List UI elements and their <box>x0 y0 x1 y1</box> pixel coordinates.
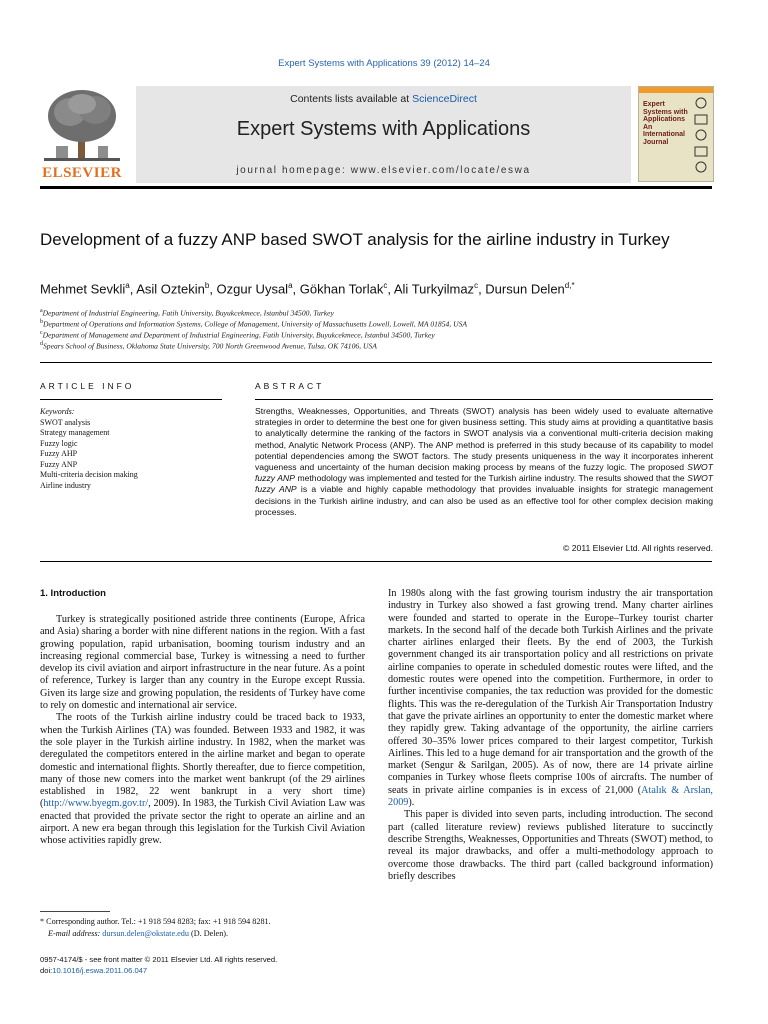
author-affil-mark: c <box>474 281 479 290</box>
abstract-copyright: © 2011 Elsevier Ltd. All rights reserved. <box>563 543 713 553</box>
abstract-part: is a viable and highly capable methodology that provides invaluable insights for strategic management decisions in the Turkish airline industry, and can also be used as an effective tool for other complex decision making processes. <box>255 484 714 517</box>
abstract-text <box>255 406 713 518</box>
keyword-item: Fuzzy ANP <box>40 459 78 469</box>
cover-title: Expert Systems with Applications An International Journal <box>643 101 688 146</box>
affil-text: Department of Operations and Information Systems, College of Management, University of Massachusetts Lowell, Lowell, MA 01854, USA <box>43 319 468 329</box>
author-sep: , <box>387 281 394 297</box>
keyword-item: Fuzzy logic <box>40 438 78 448</box>
keywords-label: Keywords: <box>40 407 75 416</box>
author-name[interactable]: Dursun Delen <box>485 281 565 297</box>
author-sep: , <box>209 281 217 297</box>
affil-mark: d <box>40 341 43 347</box>
article-title: Development of a fuzzy ANP based SWOT analysis for the airline industry in Turkey <box>40 230 670 249</box>
keyword-item: Multi-criteria decision making <box>40 470 138 479</box>
author-name[interactable]: Asil Oztekin <box>136 281 205 297</box>
abstract-part: Strengths, Weaknesses, Opportunities, and Threats (SWOT) analysis has been widely used to evaluate alternative strategies in order to determine the best one for given business setting. This study aims at providing a quantitative basis to analytically determine the ranking of the factors in SWOT analysis via a conventional multi-criteria decision making method, Analytic Network Process (ANP). The ANP method is preferred in this study because of its capability to model potential dependencies among the SWOT factors. The study presents uniqueness in the way it incorporates inherent vagueness and uncertainty of the human decision making process by means of the fuzzy logic. The proposed <box>255 406 713 473</box>
affiliation <box>40 330 720 340</box>
abstract-part: methodology was implemented and tested for the Turkish airline industry. The results showed that the <box>294 473 688 484</box>
email-label: E-mail address: <box>48 929 103 938</box>
doi-label: doi: <box>40 966 53 975</box>
paragraph: Turkey is strategically positioned astride three continents (Europe, Africa and Asia) sharing a border with nine different nations in the region. With a fast growing population, rapid urbanisation, booming tourism industry and an increasing regional commercial base, Turkey is witnessing a need to further develop its civil aviation and airport infrastructure in the near future. As a point of reference, Turkey is larger than any country in the Europe except Russia. Given its large size and growing population, the residents of Turkey have come to rely on domestic and international air service. <box>40 614 365 712</box>
keyword-item: Strategy management <box>40 428 110 437</box>
issn-line: 0957-4174/$ - see front matter © 2011 Elsevier Ltd. All rights reserved. <box>40 955 278 964</box>
footnote <box>40 916 370 940</box>
author-affil-mark: d,* <box>564 281 575 290</box>
header-rule <box>40 186 712 189</box>
article-info-rule <box>40 399 222 400</box>
author-affil-mark: a <box>125 281 130 290</box>
journal-cover-thumbnail <box>638 86 714 182</box>
email-line <box>40 928 370 940</box>
elsevier-wordmark: ELSEVIER <box>42 165 122 181</box>
affil-mark: a <box>40 308 43 314</box>
journal-homepage[interactable]: journal homepage: www.elsevier.com/locate/eswa <box>236 165 531 176</box>
corresponding-author-note: * Corresponding author. Tel.: +1 918 594 8283; fax: +1 918 594 8281. <box>40 917 271 926</box>
citation-link-atalik[interactable]: Atalık & Arslan, 2009 <box>388 784 713 809</box>
paragraph-text: , 2009). In 1983, the Turkish Civil Aviation Law was enacted that provided the private sector the right to operate an airline and an airport. A new era began through this legislation for the Turkish Civil Aviation whose activities rapidly grew. <box>40 798 365 847</box>
author-list <box>40 281 720 296</box>
abstract-bottom-rule <box>40 561 712 562</box>
affiliation <box>40 319 720 329</box>
abstract-heading: ABSTRACT <box>255 381 325 391</box>
cover-icons <box>691 95 711 177</box>
author-name[interactable]: Ozgur Uysal <box>216 281 289 297</box>
affiliation-rule <box>40 362 712 363</box>
author-name[interactable]: Gökhan Torlak <box>299 281 384 297</box>
paragraph-text: The roots of the Turkish airline industry could be traced back to 1933, when the Turkish Airlines (TA) was founded. Between 1933 and 1982, it was the sole player in the Turkish airline industry. In 1982, when the market was deregulated the competitors entered in the airline market and began to operate domestic and international flights. Shortly thereafter, due to fierce competition, many of those new comers into the market went bankrupt (of the 29 airlines established in 1982, 22 went bankrupt in a very short time) ( <box>40 712 365 810</box>
body-column-left <box>40 614 365 848</box>
article-info-heading: ARTICLE INFO <box>40 381 135 391</box>
author-name[interactable]: Mehmet Sevkli <box>40 281 126 297</box>
affiliation <box>40 341 720 351</box>
email-link[interactable]: dursun.delen@okstate.edu <box>102 929 189 938</box>
affil-text: Department of Industrial Engineering, Fatih University, Buyukcekmece, Istanbul 34500, Turkey <box>42 308 334 318</box>
journal-citation[interactable]: Expert Systems with Applications 39 (2012) 14–24 <box>278 58 490 69</box>
keywords-block <box>40 407 220 491</box>
paragraph <box>40 712 365 847</box>
journal-title: Expert Systems with Applications <box>236 118 531 140</box>
affiliation <box>40 308 720 318</box>
doi-line <box>40 965 370 976</box>
sciencedirect-link[interactable]: ScienceDirect <box>412 93 477 105</box>
author-affil-mark: b <box>204 281 210 290</box>
author-name[interactable]: Ali Turkyilmaz <box>393 281 475 297</box>
section-heading-introduction: 1. Introduction <box>40 588 106 599</box>
keyword-item: SWOT analysis <box>40 417 91 427</box>
author-sep: , <box>292 281 300 297</box>
contents-available-line <box>136 93 631 105</box>
contents-prefix: Contents lists available at <box>290 93 413 105</box>
paragraph-text: In 1980s along with the fast growing tourism industry the air transportation industry in Turkey also showed a fast growing trend. Many charter airlines were founded and started to operate in the Europe–Turkey tourist charter markets. In the second half of the decade both Turkish Airlines and the private charter airlines enlarged their fleets. By the end of 2003, the Turkish government changed its air transportation policy and all restrictions on private airline companies to operate in scheduled domestic routes were lifted, and the domestic routes were opened into the competition. Furthermore, in order to further incentivise companies, the tax reduction was provided for the domestic flights. This was the re-deregulation of the Turkish Air Transportation Industry that gave the private airlines an opportunity to enter the domestic market where they rapidly grew. Taking advantage of the opportunity, the airline carriers offered 30–35% lower prices compared to their largest competitor, Turkish Airlines. This led to a huge demand for air transportation and the growth of the market (Sengur & Sarilgan, 2005). As of now, there are 14 private airline companies in Turkey whose fleets comprise 100s of aircrafts. The number of seats in private airline companies is in excess of 21,000 ( <box>388 588 713 796</box>
email-suffix: (D. Delen). <box>188 929 229 938</box>
footnote-rule <box>40 911 110 912</box>
author-sep: , <box>129 281 137 297</box>
front-matter <box>40 954 370 976</box>
affil-text: Spears School of Business, Oklahoma State University, 700 North Greenwood Avenue, Tulsa, OK 74106, USA <box>43 341 377 351</box>
author-sep: , <box>478 281 486 297</box>
affil-mark: c <box>40 330 43 336</box>
byegm-link[interactable]: http://www.byegm.gov.tr/ <box>43 798 149 810</box>
affil-mark: b <box>40 319 43 325</box>
affil-text: Department of Management and Department of Industrial Engineering, Fatih University, Buyukcekmece, Istanbul 34500, Turkey <box>42 330 435 340</box>
paragraph <box>388 588 713 809</box>
author-affil-mark: c <box>383 281 388 290</box>
paragraph: This paper is divided into seven parts, including introduction. The second part (called literature review) reviews published literature to succinctly describe Strengths, Weaknesses, Opportunities and Threats (SWOT) method, to reveal its major drawbacks, and offer a multi-methodology approach to overcome those drawbacks. The third part (called background information) briefly describes <box>388 809 713 882</box>
body-column-right <box>388 588 713 883</box>
keyword-item: Airline industry <box>40 480 91 490</box>
abstract-italic: SWOT fuzzy ANP <box>255 473 714 495</box>
paragraph-text: ). <box>408 797 415 809</box>
cover-strip <box>639 87 713 93</box>
doi-link[interactable]: 10.1016/j.eswa.2011.06.047 <box>52 966 148 975</box>
abstract-rule <box>255 399 713 400</box>
author-affil-mark: a <box>288 281 293 290</box>
abstract-italic: SWOT fuzzy ANP <box>255 462 713 484</box>
keyword-item: Fuzzy AHP <box>40 449 78 458</box>
